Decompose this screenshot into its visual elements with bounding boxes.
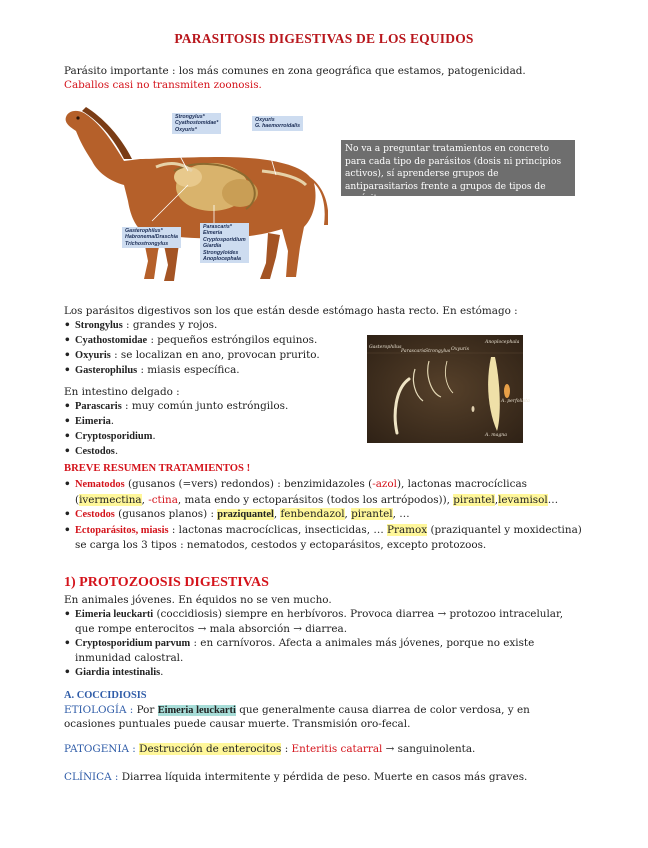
treatment-item-cestodos: • Cestodos (gusanos planos) : praziquantel, fenbendazol, pirantel, … [64,507,584,523]
label-parascaris-photo: Parascaris [401,349,426,354]
intro-line-2: Caballos casi no transmiten zoonosis. [64,79,262,91]
list-item: • Cryptosporidium parvum : en carnívoros. Afecta a animales más jóvenes, porque no existe inmunidad calostral. [64,636,564,665]
section-heading-protozoosis: 1) PROTOZOOSIS DIGESTIVAS [64,575,269,590]
label-a-magna: A. magna [485,433,507,438]
label-gasterophilus: Gasterophilus* Habronema/Draschia Trichostrongylus [122,227,181,248]
parasite-specimens-photo [367,335,530,443]
intestine-intro: En intestino delgado : [64,386,180,398]
intro-line-1: Parásito importante : los más comunes en zona geográfica que estamos, patogenicidad. [64,65,526,77]
subsection-heading-coccidiosis: A. COCCIDIOSIS [64,690,147,701]
horse-digestive-figure [62,101,328,289]
label-oxyuris: Oxyuris G. haemorroidalis [252,116,303,131]
label-strongylus-photo: Strongylus [425,349,451,354]
treatment-item-ectoparasitos: • Ectoparásitos, miasis : lactonas macrocíclicas, insecticidas, … Pramox (praziquantel y moxidectina) se carga los 3 tipos : nematodos, cestodos y ectoparásitos, excepto protozoos. [64,523,584,553]
list-item: • Giardia intestinalis. [64,665,564,680]
list-item: • Gasterophilus : miasis específica. [64,363,320,378]
treatments-list [64,477,584,553]
list-item: • Cestodos. [64,444,288,459]
patogenia-line: PATOGENIA : Destrucción de enterocitos : Enteritis catarral → sanguinolenta. [64,743,476,755]
list-item: • Eimeria leuckarti (coccidiosis) siempre en herbívoros. Provoca diarrea → protozoo intracelular, que rompe enterocitos → mala absorción → diarrea. [64,607,564,636]
treatment-item-nematodos: • Nematodos (gusanos (=vers) redondos) : benzimidazoles (-azol), lactonas macrocíclicas (ivermectina, -ctina, mata endo y ectoparásitos (todos los artrópodos)), pirantel,levamisol… [64,477,584,507]
intestine-parasite-list [64,399,288,459]
label-gasterophilus-photo: Gasterophilus [369,345,402,350]
list-item: • Oxyuris : se localizan en ano, provocan prurito. [64,348,320,363]
list-item: • Cyathostomidae : pequeños estróngilos equinos. [64,333,320,348]
etiologia-line-2: ocasiones puntuales puede causar muerte. Transmisión oro-fecal. [64,718,411,730]
digestive-intro: Los parásitos digestivos son los que están desde estómago hasta recto. En estómago : [64,305,518,317]
label-parascaris: Parascaris* Eimeria Cryptosporidium Giardia Strongyloides Anoplocephala [200,223,249,263]
label-a-perfoliata: A. perfoliata [501,399,530,404]
exam-note-box: No va a preguntar tratamientos en concreto para cada tipo de parásitos (dosis ni principios activos), sí aprenderse grupos de antiparasitarios frente a grupos de tipos de parásitos. [341,140,575,196]
label-strongylus: Strongylus* Cyathostomidae* Oxyuris* [172,113,221,134]
protozoosis-intro: En animales jóvenes. En équidos no se ven mucho. [64,594,332,606]
treatments-heading: BREVE RESUMEN TRATAMIENTOS ! [64,463,251,474]
page-title: PARASITOSIS DIGESTIVAS DE LOS EQUIDOS [174,31,474,46]
etiologia-line-1: ETIOLOGÍA : Por Eimeria leuckarti que generalmente causa diarrea de color verdosa, y en [64,704,530,716]
stomach-parasite-list [64,318,320,378]
list-item: • Strongylus : grandes y rojos. [64,318,320,333]
list-item: • Parascaris : muy común junto estróngilos. [64,399,288,414]
clinica-line: CLÍNICA : Diarrea líquida intermitente y pérdida de peso. Muerte en casos más graves. [64,771,528,783]
label-oxyuris-photo: Oxyuris [451,347,469,352]
label-anoplocephala-photo: Anoplocephala [485,340,520,345]
list-item: • Eimeria. [64,414,288,429]
list-item: • Cryptosporidium. [64,429,288,444]
protozoa-list [64,607,564,680]
